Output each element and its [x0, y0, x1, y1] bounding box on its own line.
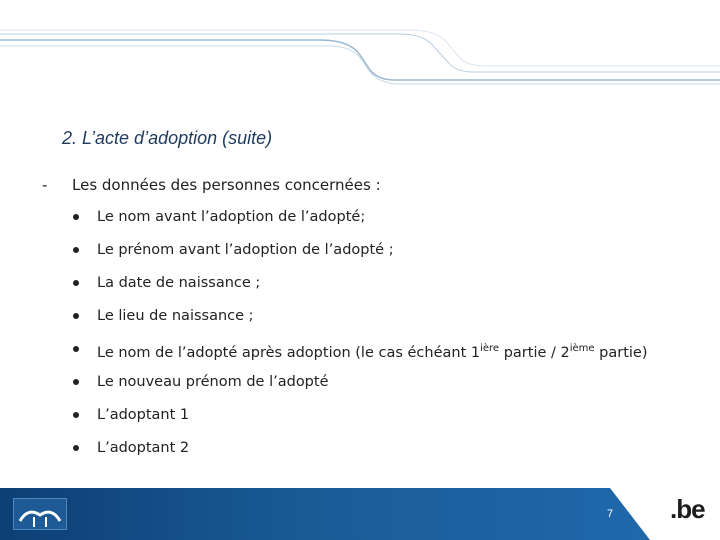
list-item-text-post: partie)	[594, 345, 648, 361]
list-item	[72, 305, 648, 338]
bullet-icon	[73, 313, 79, 319]
bullet-icon	[73, 214, 79, 220]
list-item	[72, 404, 648, 437]
list-item-text-pre: Le nom de l’adopté après adoption (le cas échéant 1	[97, 345, 481, 361]
list-item	[72, 239, 648, 272]
list-item	[72, 272, 648, 305]
bullet-icon	[73, 280, 79, 286]
header-swoosh-decoration	[0, 0, 720, 90]
list-item-text: La date de naissance ;	[97, 275, 261, 291]
list-item	[72, 206, 648, 239]
bird-wings-logo-icon	[13, 498, 67, 530]
slide-title: 2. L’acte d’adoption (suite)	[62, 128, 273, 148]
bullet-icon	[73, 445, 79, 451]
list-dash-marker: -	[42, 176, 48, 194]
page-number: 7	[607, 508, 614, 520]
list-item-text: L’adoptant 2	[97, 440, 190, 456]
be-brand-logo: .be	[670, 494, 705, 524]
list-item-text: Le prénom avant l’adoption de l’adopté ;	[97, 242, 394, 258]
footer-bar	[0, 488, 720, 540]
bullet-list	[72, 206, 648, 470]
list-item-text: L’adoptant 1	[97, 407, 190, 423]
bullet-icon	[73, 412, 79, 418]
bullet-icon	[73, 379, 79, 385]
list-item-text-mid: partie / 2	[499, 345, 570, 361]
bullet-icon	[73, 247, 79, 253]
footer-band	[0, 488, 650, 540]
list-item-text: Le nouveau prénom de l’adopté	[97, 374, 329, 390]
list-item-text: Le lieu de naissance ;	[97, 308, 254, 324]
bullet-icon	[73, 346, 79, 352]
list-item	[72, 437, 648, 470]
superscript-ordinal-1: ière	[480, 343, 500, 354]
list-item	[72, 371, 648, 404]
list-item-text: Le nom avant l’adoption de l’adopté;	[97, 209, 366, 225]
list-item	[72, 338, 648, 371]
superscript-ordinal-2: ième	[569, 343, 595, 354]
intro-text: Les données des personnes concernées :	[72, 176, 381, 194]
